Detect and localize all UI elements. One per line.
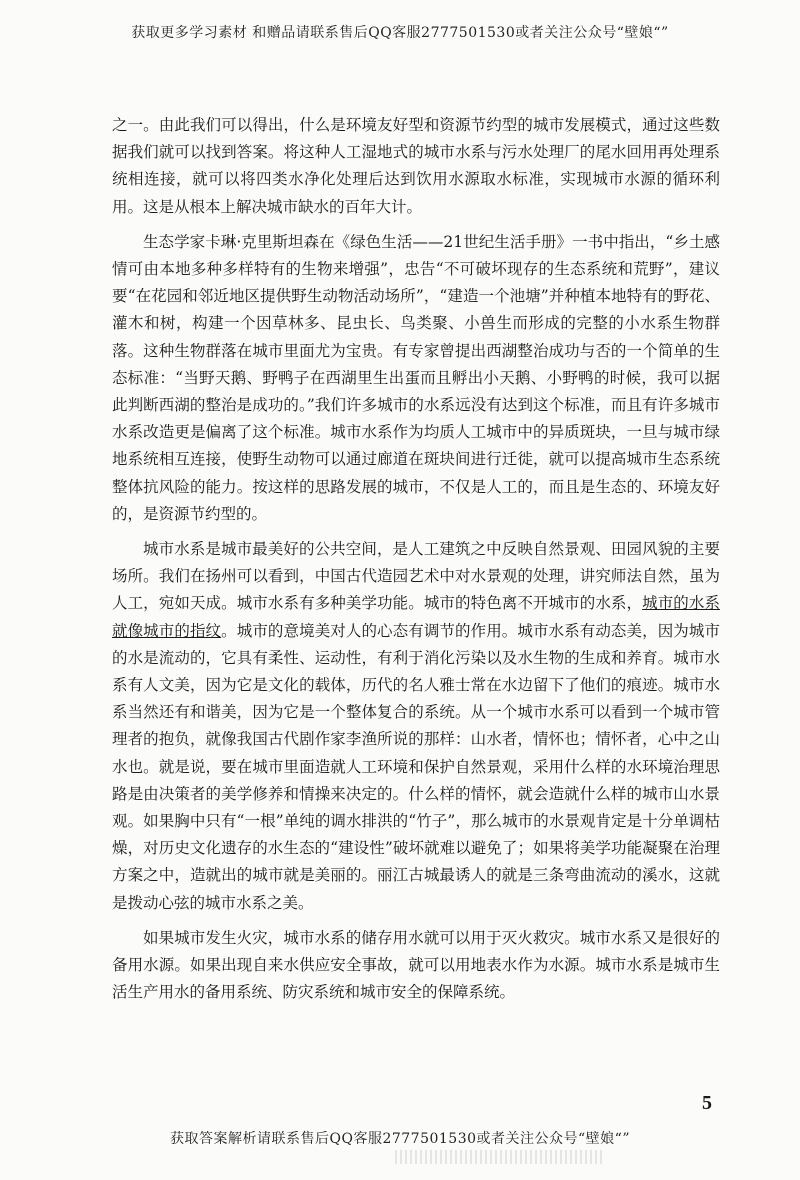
paragraph-3-text-a: 城市水系是城市最美好的公共空间，是人工建筑之中反映自然景观、田园风貌的主要场所。我们在扬州可以看到，中国古代造园艺术中对水景观的处理，讲究师法自然，虽为人工，宛如天成。城市水系有多种美学功能。城市的特色离不开城市的水系， <box>112 540 720 613</box>
paragraph-2: 生态学家卡琳·克里斯坦森在《绿色生活——21世纪生活手册》一书中指出，“乡土感情可由本地多种多样特有的生物来增强”，忠告“不可破坏现存的生态系统和荒野”，建议要“在花园和邻近地区提供野生动物活动场所”，“建造一个池塘”并种植本地特有的野花、灌木和树，构建一个因草林多、昆虫长、鸟类聚、小兽生而形成的完整的小水系生物群落。这种生物群落在城市里面尤为宝贵。有专家曾提出西湖整治成功与否的一个简单的生态标准：“当野天鹅、野鸭子在西湖里生出蛋而且孵出小天鹅、小野鸭的时候，我可以据此判断西湖的整治是成功的。”我们许多城市的水系远没有达到这个标准，而且有许多城市水系改造更是偏离了这个标准。城市水系作为均质人工城市中的异质斑块，一旦与城市绿地系统相互连接，使野生动物可以通过廊道在斑块间进行迁徙，就可以提高城市生态系统整体抗风险的能力。按这样的思路发展的城市，不仅是人工的，而且是生态的、环境友好的，是资源节约型的。 <box>112 232 720 523</box>
footer-notice: 获取答案解析请联系售后QQ客服2777501530或者关注公众号“壁娘“” <box>170 1131 630 1147</box>
scan-artifact <box>395 1150 605 1164</box>
page-number: 5 <box>702 1092 712 1114</box>
underlined-phrase: 城市的水系就像城市的指纹 <box>112 594 720 640</box>
paragraph-3 <box>112 536 720 917</box>
paragraph-3-text-b: 。城市的意境美对人的心态有调节的作用。城市水系有动态美，因为城市的水是流动的，它具有柔性、运动性，有利于消化污染以及水生物的生成和养育。城市水系有人文美，因为它是文化的载体，历代的名人雅士常在水边留下了他们的痕迹。城市水系当然还有和谐美，因为它是一个整体复合的系统。从一个城市水系可以看到一个城市管理者的抱负，就像我国古代剧作家李渔所说的那样：山水者，情怀也；情怀者，心中之山水也。就是说，要在城市里面造就人工环境和保护自然景观，采用什么样的水环境治理思路是由决策者的美学修养和情操来决定的。什么样的情怀，就会造就什么样的城市山水景观。如果胸中只有“一根”单纯的调水排洪的“竹子”，那么城市的水景观肯定是十分单调枯燥，对历史文化遗存的水生态的“建设性”破坏就难以避免了；如果将美学功能凝聚在治理方案之中，造就出的城市就是美丽的。丽江古城最诱人的就是三条弯曲流动的溪水，这就是拨动心弦的城市水系之美。 <box>112 621 720 912</box>
paragraph-4: 如果城市发生火灾，城市水系的储存用水就可以用于灭火救灾。城市水系又是很好的备用水源。如果出现自来水供应安全事故，就可以用地表水作为水源。城市水系是城市生活生产用水的备用系统、防灾系统和城市安全的保障系统。 <box>112 928 720 1002</box>
header-notice: 获取更多学习素材 和赠品请联系售后QQ客服2777501530或者关注公众号“壁娘“” <box>131 25 669 41</box>
paragraph-1: 之一。由此我们可以得出，什么是环境友好型和资源节约型的城市发展模式，通过这些数据我们就可以找到答案。将这种人工湿地式的城市水系与污水处理厂的尾水回用再处理系统相连接，就可以将四类水净化处理后达到饮用水源取水标准，实现城市水源的循环利用。这是从根本上解决城市缺水的百年大计。 <box>112 116 720 216</box>
body-text <box>112 112 720 1015</box>
